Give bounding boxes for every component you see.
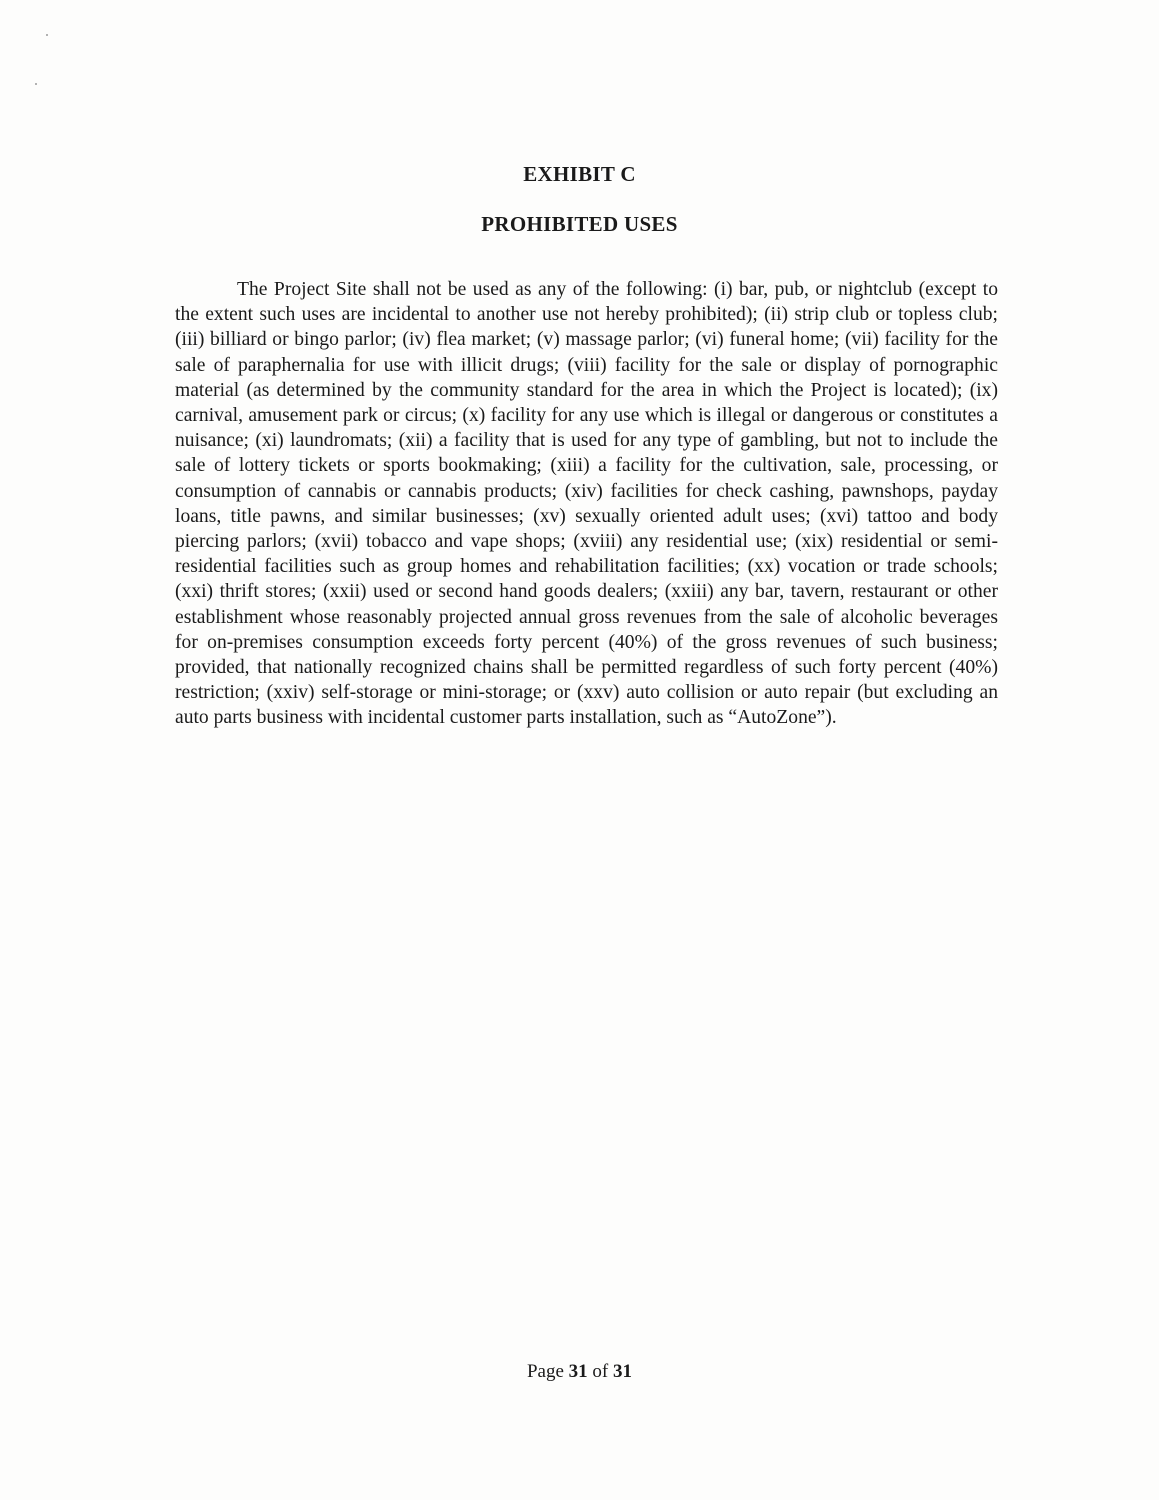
exhibit-title: EXHIBIT C — [523, 162, 636, 186]
scan-speck — [46, 34, 48, 36]
page-separator: of — [592, 1361, 609, 1382]
page-label: Page — [526, 1361, 564, 1382]
scan-speck — [35, 83, 37, 85]
prohibited-uses-paragraph: The Project Site shall not be used as any of the following: (i) bar, pub, or nightclub (except to the extent such uses are incidental to another use not hereby prohibited); (ii) strip club or topless club; (iii) billiard or bingo parlor; (iv) flea market; (v) massage parlor; (vi) funeral home; (vii) facility for the sale of paraphernalia for use with illicit drugs; (viii) facility for the sale or display of pornographic material (as determined by the community standard for the area in which the Project is located); (ix) carnival, amusement park or circus; (x) facility for any use which is illegal or dangerous or constitutes a nuisance; (xi) laundromats; (xii) a facility that is used for any type of gambling, but not to include the sale of lottery tickets or sports bookmaking; (xiii) a facility for the cultivation, sale, processing, or consumption of cannabis or cannabis products; (xiv) facilities for check cashing, pawnshops, payday loans, title pawns, and similar businesses; (xv) sexually oriented adult uses; (xvi) tattoo and body piercing parlors; (xvii) tobacco and vape shops; (xviii) any residential use; (xix) residential or semi-residential facilities such as group homes and rehabilitation facilities; (xx) vocation or trade schools; (xxi) thrift stores; (xxii) used or second hand goods dealers; (xxiii) any bar, tavern, restaurant or other establishment whose reasonably projected annual gross revenues from the sale of alcoholic beverages for on-premises consumption exceeds forty percent (40%) of the gross revenues of such business; provided, that nationally recognized chains shall be permitted regardless of such forty percent (40%) restriction; (xxiv) self-storage or mini-storage; or (xxv) auto collision or auto repair (but excluding an auto parts business with incidental customer parts installation, such as “AutoZone”). — [175, 279, 998, 729]
section-title: PROHIBITED USES — [481, 212, 678, 236]
page-number: 31 — [568, 1361, 588, 1382]
page-footer — [0, 1361, 1159, 1383]
page-total: 31 — [613, 1361, 632, 1382]
